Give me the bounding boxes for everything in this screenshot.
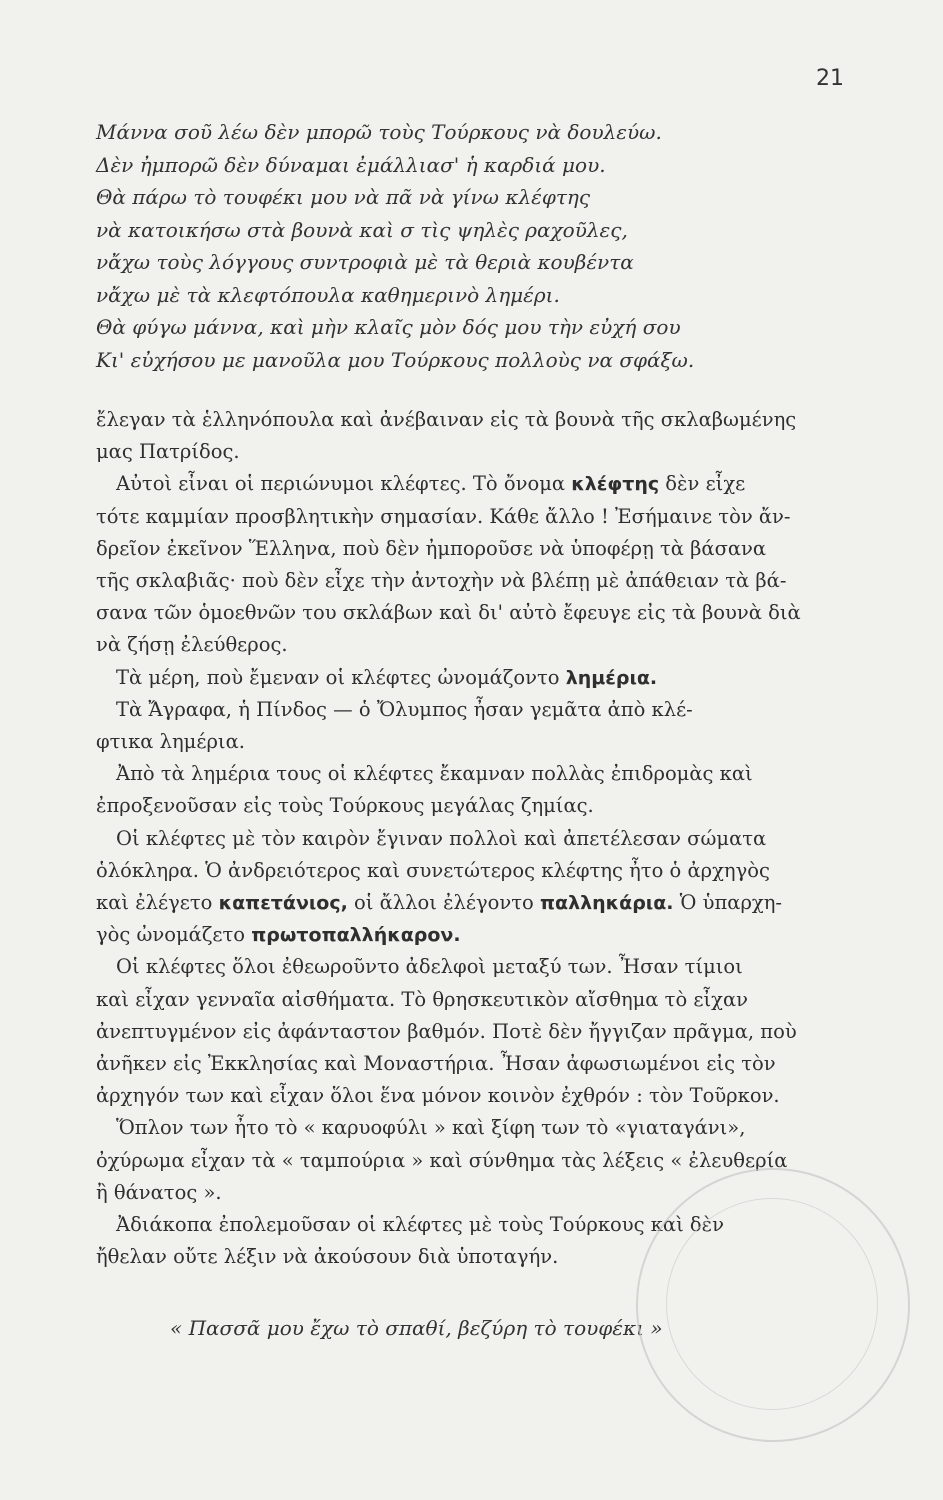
text-line: καὶ εἶχαν γενναῖα αἰσθήματα. Τὸ θρησκευτικὸν αἴσθημα τὸ εἶχαν bbox=[96, 987, 748, 1011]
verse-line: Θὰ φύγω μάννα, καὶ μὴν κλαῖς μὸν δός μου τὴν εὐχή σου bbox=[96, 315, 681, 339]
text-line: δρεῖον ἐκεῖνον Ἕλληνα, ποὺ δὲν ἠμποροῦσε νὰ ὑποφέρῃ τὰ βάσανα bbox=[96, 536, 767, 560]
verse-line: Δὲν ἠμπορῶ δὲν δύναμαι ἐμάλλιασ' ἡ καρδιά μου. bbox=[96, 152, 606, 177]
closing-quote: « Πασσᾶ μου ἔχω τὸ σπαθί, βεζύρη τὸ τουφέκι » bbox=[170, 1316, 663, 1340]
text-line bbox=[96, 919, 871, 951]
stamp-inner-ring bbox=[666, 1198, 878, 1410]
library-stamp-icon bbox=[636, 1168, 910, 1442]
bold-term-kapetanios: καπετάνιος, bbox=[218, 892, 348, 915]
verse-line: νὰ κατοικήσω στὰ βουνὰ καὶ σ τὶς ψηλὲς ραχοῦλες, bbox=[96, 217, 628, 242]
bold-term-limeria: λημέρια. bbox=[565, 666, 658, 689]
text-span: Ὁ ὑπαρχη- bbox=[673, 891, 783, 915]
text-line: ἐπροξενοῦσαν εἰς τοὺς Τούρκους μεγάλας ζημίας. bbox=[96, 794, 594, 818]
text-span: γὸς ὠνομάζετο bbox=[96, 923, 252, 947]
text-line bbox=[96, 887, 871, 919]
text-line: ἤθελαν οὔτε λέξιν νὰ ἀκούσουν διὰ ὑποταγήν. bbox=[96, 1245, 559, 1269]
text-line: Οἱ κλέφτες μὲ τὸν καιρὸν ἔγιναν πολλοὶ καὶ ἀπετέλεσαν σώματα bbox=[116, 826, 767, 850]
text-span: οἱ ἄλλοι ἐλέγοντο bbox=[347, 891, 540, 915]
text-line: ὁλόκληρα. Ὁ ἀνδρειότερος καὶ συνετώτερος κλέφτης ἦτο ὁ ἀρχηγὸς bbox=[96, 858, 770, 882]
text-line: φτικα λημέρια. bbox=[96, 730, 245, 754]
bold-term-pallikaria: παλληκάρια. bbox=[539, 892, 674, 915]
text-line: ἀρχηγόν των καὶ εἶχαν ὅλοι ἕνα μόνον κοινὸν ἐχθρόν : τὸν Τοῦρκον. bbox=[96, 1084, 780, 1108]
verse-line: Μάννα σοῦ λέω δὲν μπορῶ τοὺς Τούρκους νὰ δουλεύω. bbox=[96, 120, 662, 144]
body-text bbox=[96, 404, 871, 1273]
text-span: καὶ ἐλέγετο bbox=[96, 891, 219, 915]
text-span: Τὰ μέρη, ποὺ ἔμεναν οἱ κλέφτες ὠνομάζοντο bbox=[116, 665, 566, 689]
text-line: νὰ ζήσῃ ἐλεύθερος. bbox=[96, 633, 288, 657]
text-line: τῆς σκλαβιᾶς· ποὺ δὲν εἶχε τὴν ἀντοχὴν νὰ βλέπῃ μὲ ἀπάθειαν τὰ βά- bbox=[96, 569, 787, 593]
bold-term-protopallikaron: πρωτοπαλλήκαρον. bbox=[251, 924, 461, 947]
verse-line: νἄχω μὲ τὰ κλεφτόπουλα καθημερινὸ λημέρι. bbox=[96, 282, 560, 307]
text-line: Τὰ Ἄγραφα, ἡ Πίνδος — ὁ Ὄλυμπος ἦσαν γεμᾶτα ἀπὸ κλέ- bbox=[116, 697, 693, 721]
text-line: μας Πατρίδος. bbox=[96, 440, 240, 464]
text-line: σανα τῶν ὁμοεθνῶν του σκλάβων καὶ δι' αὐτὸ ἔφευγε εἰς τὰ βουνὰ διὰ bbox=[96, 601, 801, 625]
text-line: ἀνῆκεν εἰς Ἐκκλησίας καὶ Μοναστήρια. Ἦσαν ἀφωσιωμένοι εἰς τὸν bbox=[96, 1052, 776, 1076]
verse-line: νἄχω τοὺς λόγγους συντροφιὰ μὲ τὰ θεριὰ κουβέντα bbox=[96, 250, 634, 274]
page-number: 21 bbox=[816, 66, 844, 91]
text-line: Ἀπὸ τὰ λημέρια τους οἱ κλέφτες ἔκαμναν πολλὰς ἐπιδρομὰς καὶ bbox=[116, 762, 753, 786]
text-line bbox=[96, 468, 871, 500]
text-line: ἀνεπτυγμένον εἰς ἀφάνταστον βαθμόν. Ποτὲ δὲν ἤγγιζαν πρᾶγμα, ποὺ bbox=[96, 1019, 797, 1043]
bold-term-klephtis: κλέφτης bbox=[571, 473, 660, 496]
text-line: Ἀδιάκοπα ἐπολεμοῦσαν οἱ κλέφτες μὲ τοὺς Τούρκους καὶ δὲν bbox=[116, 1213, 724, 1237]
text-line: Οἱ κλέφτες ὅλοι ἐθεωροῦντο ἀδελφοὶ μεταξύ των. Ἦσαν τίμιοι bbox=[116, 955, 743, 979]
text-line: Ὅπλον των ἦτο τὸ « καρυοφύλι » καὶ ξίφη των τὸ «γιαταγάνι», bbox=[116, 1116, 746, 1140]
text-line: τότε καμμίαν προσβλητικὴν σημασίαν. Κάθε ἄλλο ! Ἐσήμαινε τὸν ἄν- bbox=[96, 504, 791, 528]
text-line bbox=[96, 662, 871, 694]
verse-line: Κι' εὐχήσου με μανοῦλα μου Τούρκους πολλοὺς να σφάξω. bbox=[96, 347, 695, 372]
text-span: δὲν εἶχε bbox=[659, 472, 746, 496]
text-line: ὀχύρωμα εἶχαν τὰ « ταμπούρια » καὶ σύνθημα τὰς λέξεις « ἐλευθερία bbox=[96, 1148, 788, 1172]
text-line: ἢ θάνατος ». bbox=[96, 1180, 222, 1204]
verse-line: Θὰ πάρω τὸ τουφέκι μου νὰ πᾶ νὰ γίνω κλέφτης bbox=[96, 185, 591, 209]
text-line: ἔλεγαν τὰ ἑλληνόπουλα καὶ ἀνέβαιναν εἰς τὰ βουνὰ τῆς σκλαβωμένης bbox=[96, 408, 797, 431]
text-span: Αὐτοὶ εἶναι οἱ περιώνυμοι κλέφτες. Τὸ ὄνομα bbox=[116, 472, 572, 496]
folk-song-verse bbox=[96, 116, 896, 376]
